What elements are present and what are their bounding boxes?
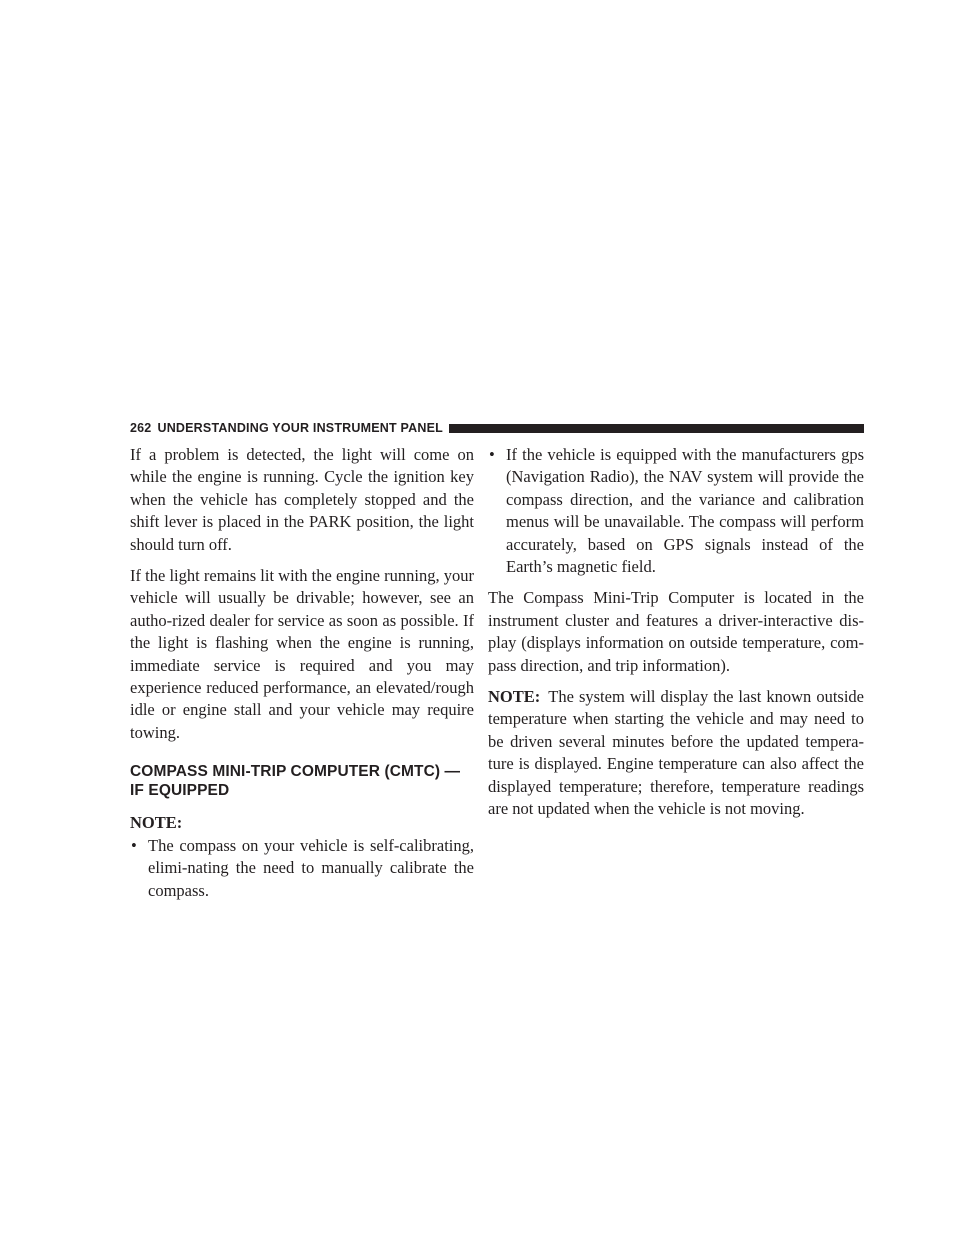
paragraph-cmtc-location: The Compass Mini-Trip Computer is located in the instrument cluster and features a driver-interactive dis-play (displays information on outside temperature, com-pass direction, and trip information).: [488, 588, 864, 675]
bullet-text-self-calibrating: The compass on your vehicle is self-calibrating, elimi-nating the need to manually calibrate the compass.: [148, 835, 474, 900]
right-column: [488, 444, 864, 830]
list-item: [130, 835, 474, 902]
bullet-icon: •: [489, 445, 495, 464]
header-rule: [449, 424, 864, 433]
bullet-text-navigation-radio: If the vehicle is equipped with the manufacturers gps (Navigation Radio), the NAV system will provide the compass direction, and the variance and calibration menus will be unavailable. The compass will perform accurately, based on GPS signals instead of the Earth’s magnetic field.: [506, 445, 864, 577]
paragraph-note-temperature: [488, 686, 864, 820]
paragraph-problem-detected: If a problem is detected, the light will come on while the engine is running. Cycle the ignition key when the vehicle has completely stopped and the shift lever is placed in the PARK position, the light should turn off.: [130, 445, 474, 554]
note-label-inline: NOTE:: [488, 687, 541, 707]
section-title: UNDERSTANDING YOUR INSTRUMENT PANEL: [157, 421, 443, 435]
note-text: The system will display the last known outside temperature when starting the vehicle and may need to be driven several minutes before the updated tempera-ture is displayed. Engine temperature can also affect the displayed temperature; therefore, temperature readings are not updated when the vehicle is not moving.: [488, 687, 864, 819]
list-item: [488, 444, 864, 578]
page-header: [130, 420, 864, 436]
page-number: 262: [130, 421, 152, 435]
note-label: NOTE:: [130, 813, 183, 833]
paragraph-light-remains-lit: If the light remains lit with the engine running, your vehicle will usually be drivable; however, see an autho-rized dealer for service as soon as possible. If the light is flashing when the engine is running, immediate service is required and you may experience reduced performance, an elevated/rough idle or engine stall and your vehicle may require towing.: [130, 566, 474, 742]
left-column: [130, 444, 474, 911]
bullet-icon: •: [131, 835, 137, 855]
section-heading-cmtc: COMPASS MINI-TRIP COMPUTER (CMTC) — IF EQUIPPED: [130, 763, 461, 800]
